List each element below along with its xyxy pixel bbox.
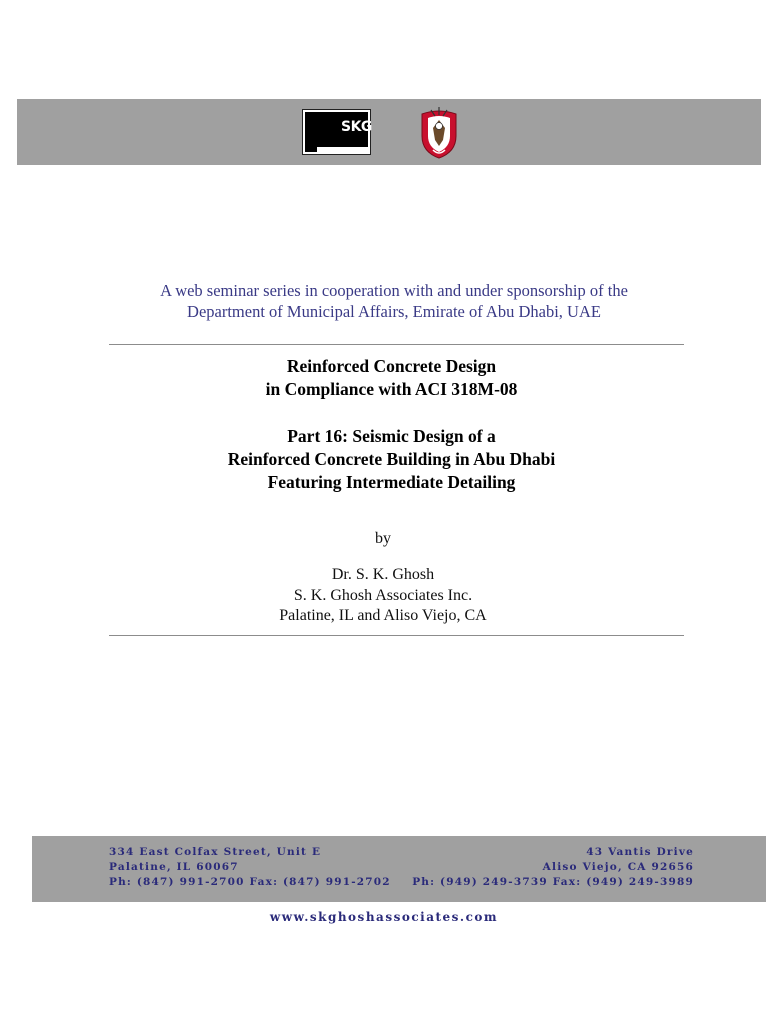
intro-line-1: A web seminar series in cooperation with and under sponsorship of the	[160, 281, 628, 300]
author-company: S. K. Ghosh Associates Inc.	[293, 586, 473, 604]
aliso-phone: Ph: (949) 249-3739 Fax: (949) 249-3989	[412, 876, 694, 888]
palatine-street: 334 East Colfax Street, Unit E	[109, 846, 322, 858]
part-line-3: Featuring Intermediate Detailing	[267, 472, 516, 492]
palatine-phone: Ph: (847) 991-2700 Fax: (847) 991-2702	[109, 876, 391, 888]
title-line-2: in Compliance with ACI 318M-08	[265, 379, 518, 399]
footer-band	[32, 836, 766, 902]
document-title	[84, 355, 699, 401]
by-label: by	[375, 530, 391, 547]
website-link[interactable]: www.skghoshassociates.com	[269, 910, 499, 924]
divider-bottom	[109, 635, 684, 636]
author-location: Palatine, IL and Aliso Viejo, CA	[279, 607, 487, 624]
author-name: Dr. S. K. Ghosh	[331, 566, 435, 583]
sponsorship-intro	[84, 280, 704, 322]
intro-line-2: Department of Municipal Affairs, Emirate of Abu Dhabi, UAE	[187, 302, 601, 321]
logo-l-vertical	[305, 112, 317, 152]
part-line-1: Part 16: Seismic Design of a	[287, 426, 496, 446]
part-line-2: Reinforced Concrete Building in Abu Dhabi	[227, 449, 556, 469]
address-aliso-viejo	[412, 845, 694, 890]
header-band	[17, 99, 761, 165]
author-info	[84, 565, 682, 627]
part-title	[84, 425, 699, 494]
palatine-city: Palatine, IL 60067	[109, 861, 239, 873]
divider-top	[109, 344, 684, 345]
aliso-city: Aliso Viejo, CA 92656	[542, 861, 694, 873]
aliso-street: 43 Vantis Drive	[586, 846, 694, 858]
skg-logo	[302, 109, 371, 155]
address-palatine	[109, 845, 391, 890]
logo-text: SKG	[341, 119, 372, 135]
abu-dhabi-falcon-emblem-icon	[419, 106, 459, 160]
title-line-1: Reinforced Concrete Design	[286, 356, 497, 376]
